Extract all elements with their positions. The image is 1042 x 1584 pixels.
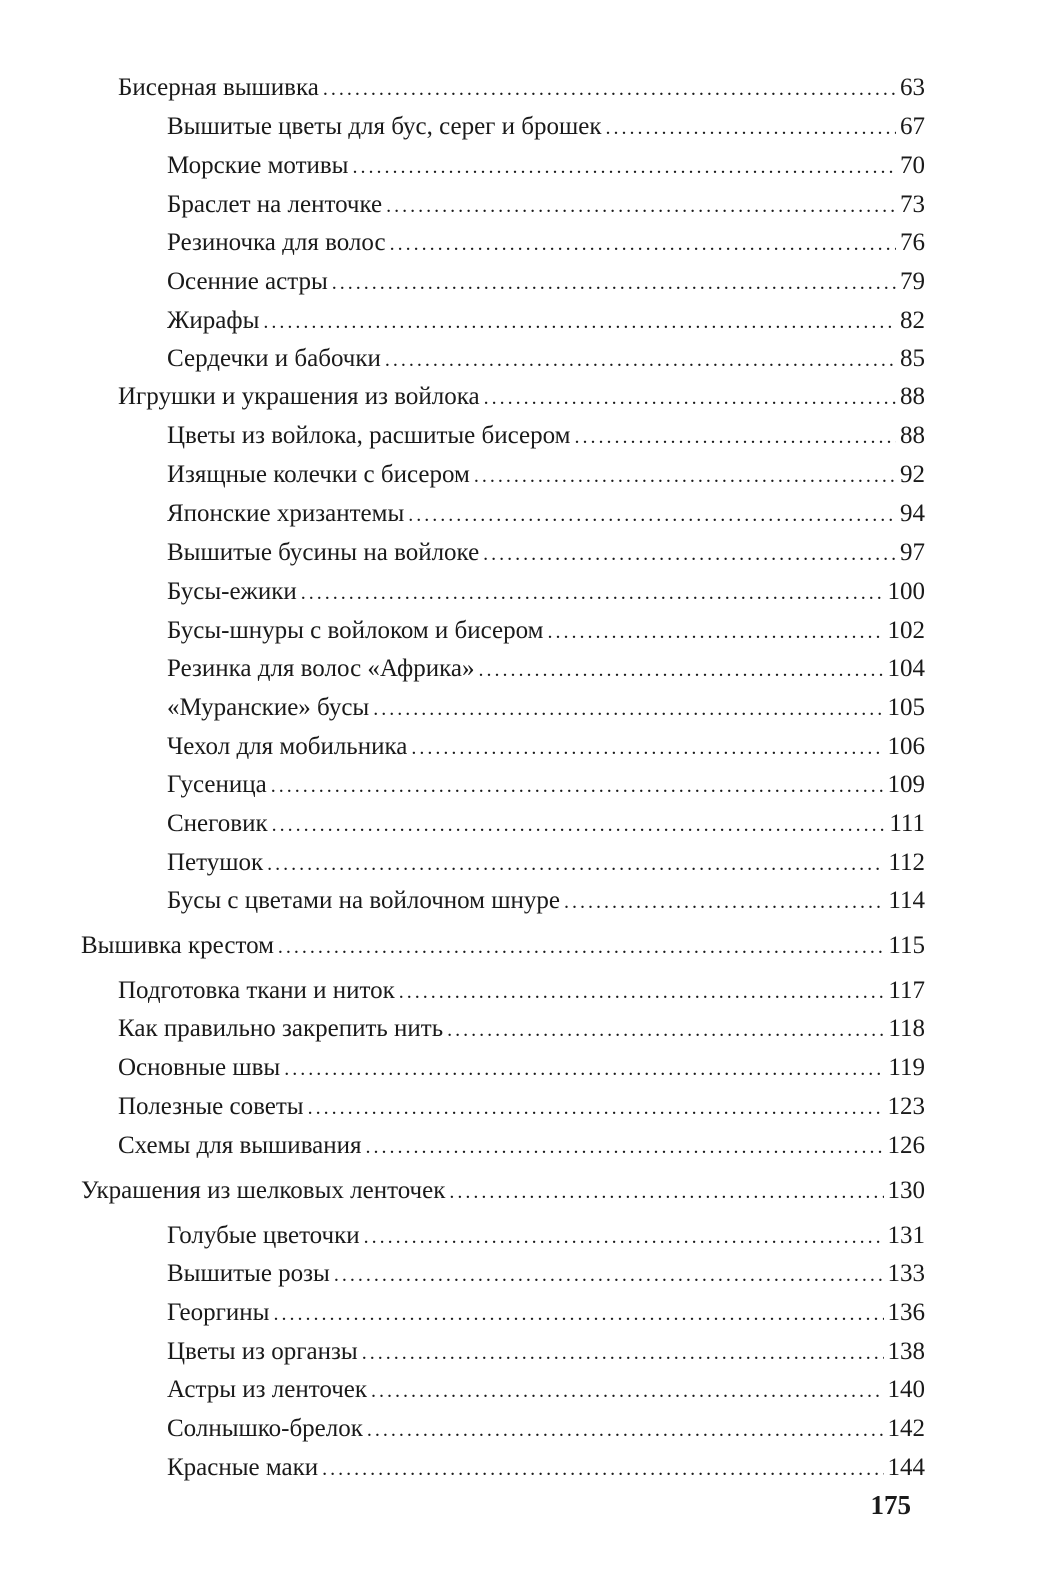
toc-entry-page: 67 <box>900 113 925 140</box>
toc-entry-title: Бусы-шнуры с войлоком и бисером <box>167 617 544 644</box>
toc-entry-title: Жирафы <box>167 307 260 334</box>
dot-leader <box>449 1173 883 1211</box>
toc-entry-title: Осенние астры <box>167 268 328 295</box>
toc-entry-title: Подготовка ткани и ниток <box>118 977 395 1004</box>
toc-entry-page: 100 <box>887 578 925 605</box>
toc-entry <box>167 1410 925 1448</box>
toc-entry-title: Схемы для вышивания <box>118 1132 362 1159</box>
dot-leader <box>263 303 896 341</box>
toc-entry-page: 76 <box>900 229 925 256</box>
toc-entry <box>167 534 925 572</box>
toc-entry-page: 63 <box>900 74 925 101</box>
toc-entry <box>167 689 925 727</box>
toc-entry <box>167 1255 925 1293</box>
toc-entry <box>167 456 925 494</box>
toc-entry <box>167 805 925 843</box>
dot-leader <box>484 379 896 417</box>
toc-entry-title: Вышитые розы <box>167 1260 330 1287</box>
toc-entry-page: 117 <box>888 977 925 1004</box>
dot-leader <box>278 928 885 966</box>
toc-entry <box>167 650 925 688</box>
toc-entry-page: 118 <box>888 1015 925 1042</box>
dot-leader <box>284 1050 884 1088</box>
toc-entry <box>118 1127 925 1165</box>
toc-entry <box>167 882 925 920</box>
dot-leader <box>267 845 884 883</box>
toc-entry-title: Гусеница <box>167 771 267 798</box>
toc-entry <box>167 186 925 224</box>
toc-entry-page: 106 <box>887 733 925 760</box>
toc-entry-page: 133 <box>887 1260 925 1287</box>
toc-entry-page: 109 <box>887 771 925 798</box>
toc-entry <box>167 495 925 533</box>
toc-entry-page: 138 <box>887 1338 925 1365</box>
toc-entry <box>81 1172 925 1210</box>
dot-leader <box>273 1295 883 1333</box>
toc-entry-page: 112 <box>888 849 925 876</box>
dot-leader <box>385 341 896 379</box>
toc-entry-title: Астры из ленточек <box>167 1376 368 1403</box>
toc-entry-title: Браслет на ленточке <box>167 191 383 218</box>
dot-leader <box>548 613 884 651</box>
toc-entry-page: 114 <box>888 887 925 914</box>
toc-entry-title: Украшения из шелковых ленточек <box>81 1177 446 1204</box>
toc-entry <box>167 1371 925 1409</box>
toc-entry <box>118 1049 925 1087</box>
dot-leader <box>474 457 896 495</box>
toc-entry-page: 105 <box>887 694 925 721</box>
dot-leader <box>390 225 896 263</box>
dot-leader <box>332 264 896 302</box>
dot-leader <box>364 1218 884 1256</box>
toc-entry-title: Японские хризантемы <box>167 500 405 527</box>
toc-entry-title: Полезные советы <box>118 1093 304 1120</box>
toc-entry <box>118 1010 925 1048</box>
dot-leader <box>606 109 896 147</box>
toc-entry-title: Голубые цветочки <box>167 1222 360 1249</box>
toc-entry-page: 115 <box>888 932 925 959</box>
toc-entry-title: Резинка для волос «Африка» <box>167 655 475 682</box>
toc-entry-title: Вышивка крестом <box>81 932 274 959</box>
toc-entry-title: Сердечки и бабочки <box>167 345 381 372</box>
dot-leader <box>373 690 883 728</box>
toc-entry-page: 102 <box>887 617 925 644</box>
toc-entry <box>167 108 925 146</box>
toc-entry-title: Цветы из органзы <box>167 1338 358 1365</box>
dot-leader <box>366 1128 884 1166</box>
toc-entry <box>118 69 925 107</box>
toc-entry <box>167 1217 925 1255</box>
dot-leader <box>408 496 896 534</box>
toc-entry <box>167 728 925 766</box>
toc-entry-page: 94 <box>900 500 925 527</box>
dot-leader <box>478 651 883 689</box>
toc-entry-title: Как правильно закрепить нить <box>118 1015 444 1042</box>
toc-entry-page: 111 <box>889 810 925 837</box>
toc-entry <box>167 612 925 650</box>
toc-entry-page: 88 <box>900 383 925 410</box>
toc-entry <box>167 417 925 455</box>
dot-leader <box>399 973 885 1011</box>
toc-entry <box>167 302 925 340</box>
dot-leader <box>367 1411 884 1449</box>
toc-entry-page: 130 <box>887 1177 925 1204</box>
dot-leader <box>352 148 896 186</box>
dot-leader <box>308 1089 884 1127</box>
toc-entry-title: Бисерная вышивка <box>118 74 319 101</box>
dot-leader <box>323 70 896 108</box>
toc-entry <box>167 766 925 804</box>
toc-entry-title: Вышитые цветы для бус, серег и брошек <box>167 113 602 140</box>
toc-entry-title: Резиночка для волос <box>167 229 386 256</box>
dot-leader <box>411 729 883 767</box>
toc-entry-title: «Муранские» бусы <box>167 694 370 721</box>
dot-leader <box>334 1256 884 1294</box>
toc-entry-title: Морские мотивы <box>167 152 349 179</box>
dot-leader <box>301 574 884 612</box>
toc-entry <box>167 1449 925 1487</box>
toc-entry-page: 131 <box>887 1222 925 1249</box>
dot-leader <box>271 767 884 805</box>
toc-entry-title: Игрушки и украшения из войлока <box>118 383 480 410</box>
toc-entry-title: Георгины <box>167 1299 270 1326</box>
toc-entry-title: Изящные колечки с бисером <box>167 461 470 488</box>
toc-entry-page: 119 <box>888 1054 925 1081</box>
dot-leader <box>574 418 896 456</box>
toc-entry-page: 104 <box>887 655 925 682</box>
toc-entry-page: 126 <box>887 1132 925 1159</box>
dot-leader <box>386 187 896 225</box>
toc-entry-page: 92 <box>900 461 925 488</box>
toc-entry <box>167 1294 925 1332</box>
toc-entry-title: Снеговик <box>167 810 268 837</box>
dot-leader <box>483 535 896 573</box>
toc-entry-page: 136 <box>887 1299 925 1326</box>
dot-leader <box>362 1334 884 1372</box>
toc-entry-title: Бусы с цветами на войлочном шнуре <box>167 887 560 914</box>
toc-entry <box>167 263 925 301</box>
toc-entry <box>167 1333 925 1371</box>
toc-entry <box>167 573 925 611</box>
toc-entry-title: Чехол для мобильника <box>167 733 408 760</box>
toc-entry-page: 85 <box>900 345 925 372</box>
toc-entry-title: Красные маки <box>167 1454 319 1481</box>
toc-entry-page: 88 <box>900 422 925 449</box>
toc-entry-page: 73 <box>900 191 925 218</box>
toc-entry-title: Солнышко-брелок <box>167 1415 363 1442</box>
dot-leader <box>322 1450 883 1488</box>
toc-entry <box>118 378 925 416</box>
toc-entry <box>81 927 925 965</box>
toc-entry <box>167 224 925 262</box>
toc-entry-page: 140 <box>887 1376 925 1403</box>
dot-leader <box>564 883 884 921</box>
toc-entry <box>167 844 925 882</box>
toc-entry <box>167 147 925 185</box>
toc-entry-title: Основные швы <box>118 1054 281 1081</box>
toc-entry-title: Вышитые бусины на войлоке <box>167 539 480 566</box>
toc-entry-page: 142 <box>887 1415 925 1442</box>
toc-entry-title: Петушок <box>167 849 264 876</box>
toc-entry-page: 79 <box>900 268 925 295</box>
dot-leader <box>371 1372 883 1410</box>
toc-entry-page: 70 <box>900 152 925 179</box>
toc-entry-title: Бусы-ежики <box>167 578 297 605</box>
toc-entry-page: 123 <box>887 1093 925 1120</box>
dot-leader <box>272 806 886 844</box>
dot-leader <box>447 1011 884 1049</box>
page-number: 175 <box>870 1490 911 1520</box>
toc-entry <box>118 972 925 1010</box>
toc-entry-page: 97 <box>900 539 925 566</box>
toc-entry-title: Цветы из войлока, расшитые бисером <box>167 422 571 449</box>
toc-entry-page: 82 <box>900 307 925 334</box>
toc-entry <box>118 1088 925 1126</box>
toc-entry <box>167 340 925 378</box>
toc-entry-page: 144 <box>887 1454 925 1481</box>
